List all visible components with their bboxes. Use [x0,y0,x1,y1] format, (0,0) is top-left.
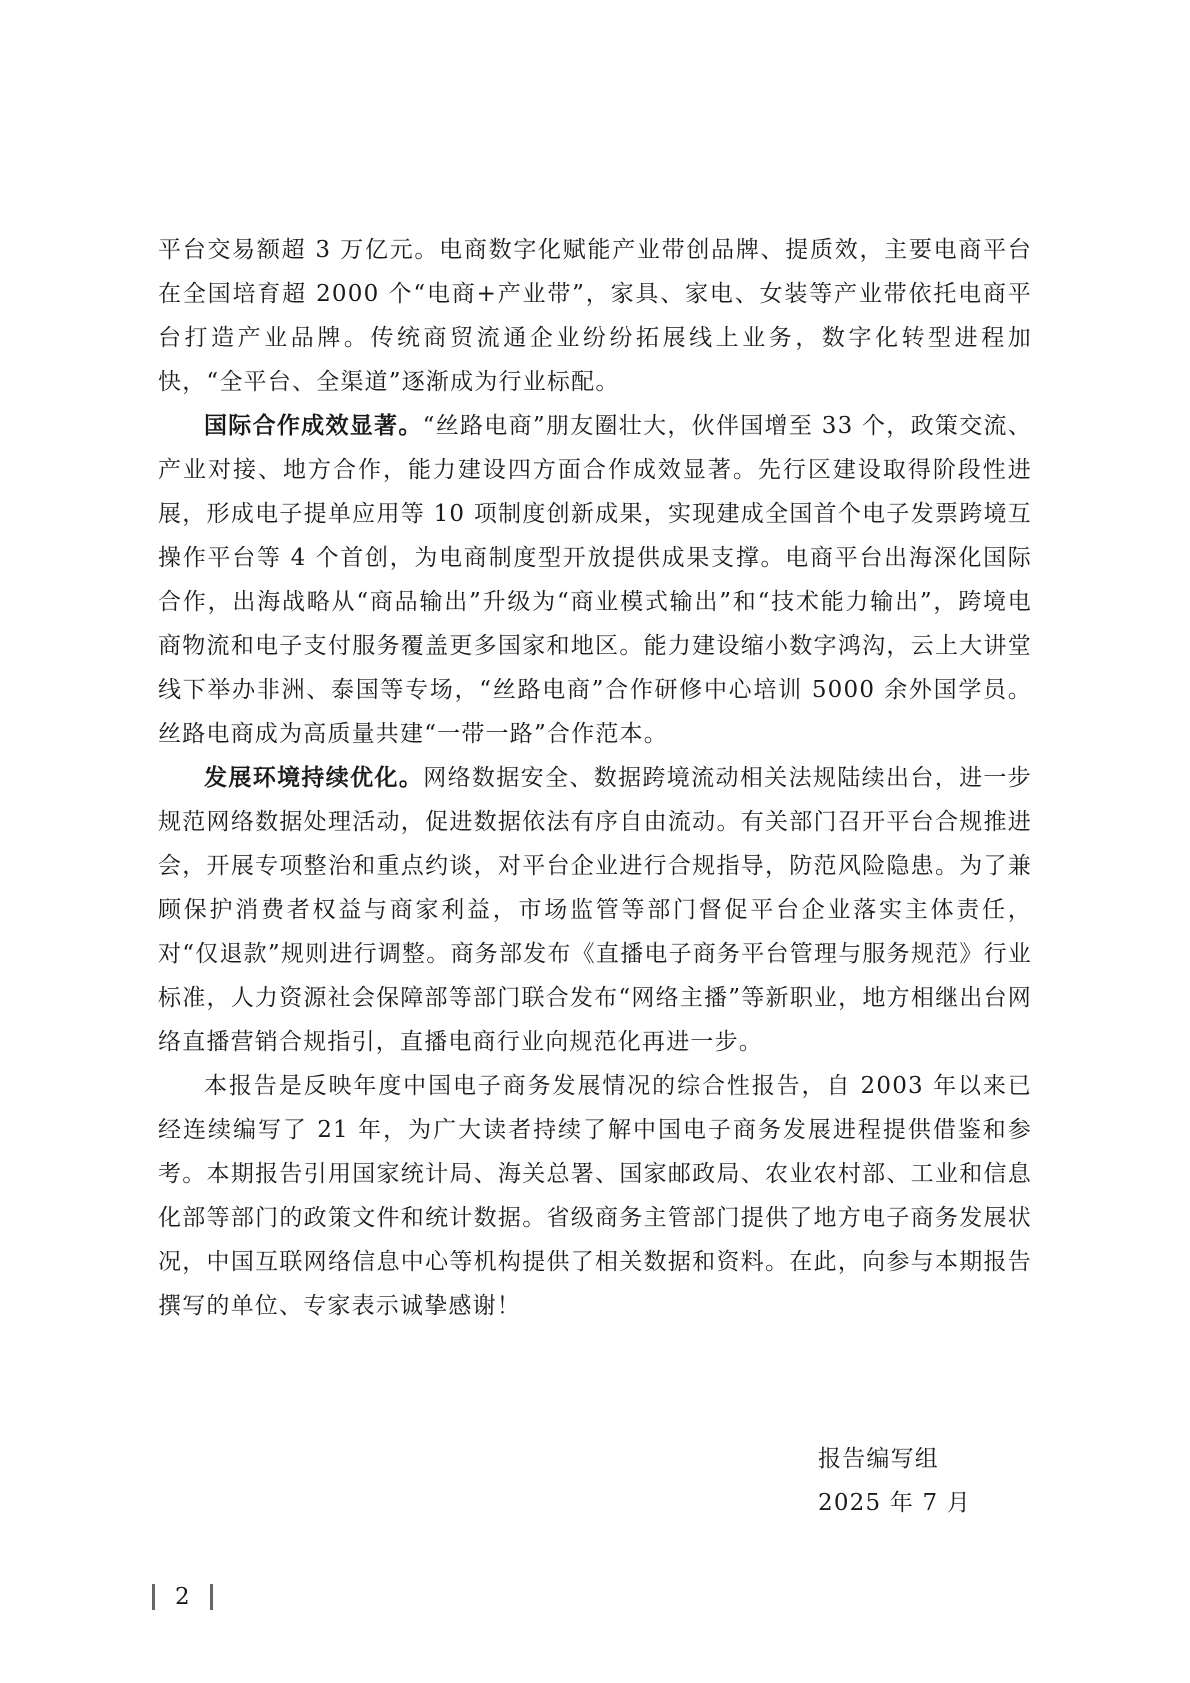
page-number: 2 [175,1584,190,1610]
signature-block [818,1437,971,1525]
paragraph-lead: 国际合作成效显著。 [204,412,423,439]
left-divider-bar [152,1584,155,1610]
signature-author: 报告编写组 [818,1446,939,1472]
paragraph-text: 本报告是反映年度中国电子商务发展情况的综合性报告，自 2003 年以来已经连续编写了 21 年，为广大读者持续了解中国电子商务发展进程提供借鉴和参考。本期报告引用国家统计局、海关总署、国家邮政局、农业农村部、工业和信息化部等部门的政策文件和统计数据。省级商务主管部门提供了地方电子商务发展状况，中国互联网络信息中心等机构提供了相关数据和资料。在此，向参与本期报告撰写的单位、专家表示诚挚感谢！ [158,1073,1032,1319]
document-body [158,228,1032,1328]
paragraph-continuation [158,228,1032,404]
paragraph-text: “丝路电商”朋友圈壮大，伙伴国增至 33 个，政策交流、产业对接、地方合作，能力建设四方面合作成效显著。先行区建设取得阶段性进展，形成电子提单应用等 10 项制度创新成果，实现建成全国首个电子发票跨境互操作平台等 4 个首创，为电商制度型开放提供成果支撑。电商平台出海深化国际合作，出海战略从“商品输出”升级为“商业模式输出”和“技术能力输出”，跨境电商物流和电子支付服务覆盖更多国家和地区。能力建设缩小数字鸿沟，云上大讲堂线下举办非洲、泰国等专场，“丝路电商”合作研修中心培训 5000 余外国学员。丝路电商成为高质量共建“一带一路”合作范本。 [158,413,1032,747]
paragraph-environment-optimization [158,756,1032,1064]
right-divider-bar [210,1584,213,1610]
signature-date: 2025 年 7 月 [818,1490,972,1516]
paragraph-lead: 发展环境持续优化。 [204,764,424,791]
paragraph-report-intro [158,1064,1032,1328]
paragraph-international-cooperation [158,404,1032,756]
paragraph-text: 平台交易额超 3 万亿元。电商数字化赋能产业带创品牌、提质效，主要电商平台在全国培育超 2000 个“电商+产业带”，家具、家电、女装等产业带依托电商平台打造产业品牌。传统商贸流通企业纷纷拓展线上业务，数字化转型进程加快，“全平台、全渠道”逐渐成为行业标配。 [158,237,1032,395]
paragraph-text: 网络数据安全、数据跨境流动相关法规陆续出台，进一步规范网络数据处理活动，促进数据依法有序自由流动。有关部门召开平台合规推进会，开展专项整治和重点约谈，对平台企业进行合规指导，防范风险隐患。为了兼顾保护消费者权益与商家利益，市场监管等部门督促平台企业落实主体责任，对“仅退款”规则进行调整。商务部发布《直播电子商务平台管理与服务规范》行业标准，人力资源社会保障部等部门联合发布“网络主播”等新职业，地方相继出台网络直播营销合规指引，直播电商行业向规范化再进一步。 [158,765,1032,1055]
page-footer [152,1580,213,1614]
